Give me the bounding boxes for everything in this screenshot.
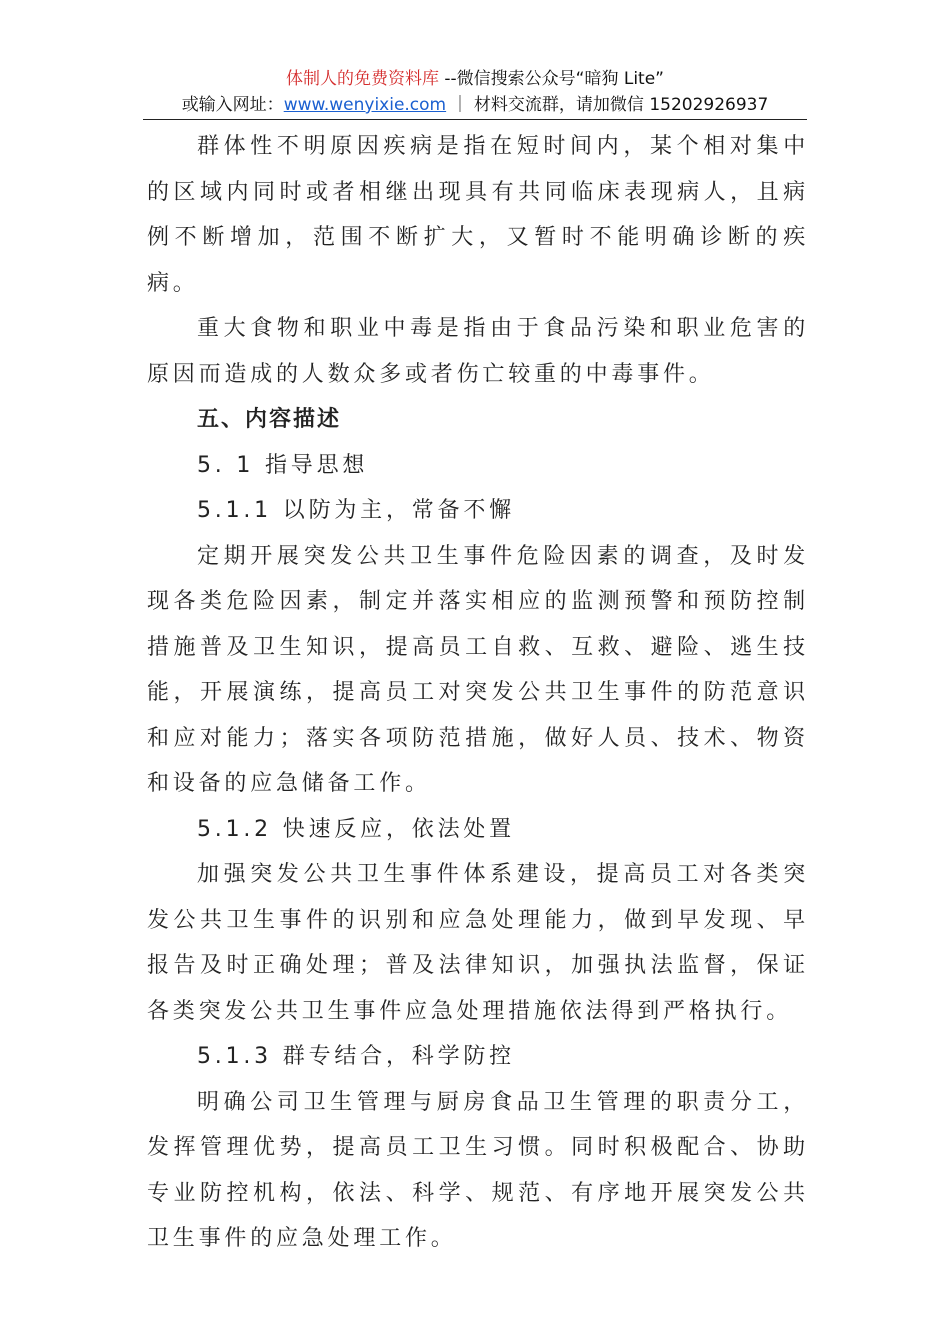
paragraph-poisoning: 重大食物和职业中毒是指由于食品污染和职业危害的原因而造成的人数众多或者伤亡较重的中毒事件。 <box>147 316 809 387</box>
subsection-heading-5-1-2: 5.1.2 快速反应，依法处置 <box>197 816 515 842</box>
website-link[interactable]: www.wenyixie.com <box>283 95 447 115</box>
subsection-heading-5-1-1: 5.1.1 以防为主，常备不懈 <box>197 498 515 523</box>
section-heading-5: 五、内容描述 <box>197 407 342 432</box>
paragraph-cooperation: 明确公司卫生管理与厨房食品卫生管理的职责分工，发挥管理优势，提高员工卫生习惯。同时积极配合、协助专业防控机构，依法、科学、规范、有序地开展突发公共卫生事件的应急处理工作。 <box>147 1089 809 1251</box>
brand-title: 体制人的免费资料库 <box>285 69 439 89</box>
paragraph-prevention: 定期开展突发公共卫生事件危险因素的调查，及时发现各类危险因素，制定并落实相应的监测预警和预防控制措施普及卫生知识，提高员工自救、互救、避险、逃生技能，开展演练，提高员工对突发公共卫生事件的防范意识和应对能力；落实各项防范措施，做好人员、技术、物资和设备的应急储备工作。 <box>147 543 809 796</box>
header-line-2 <box>0 92 950 118</box>
page-header <box>0 66 950 118</box>
document-body <box>147 124 809 1262</box>
header-divider <box>143 119 807 120</box>
subsection-heading-5-1-3: 5.1.3 群专结合，科学防控 <box>197 1044 515 1069</box>
paragraph-unknown-disease: 群体性不明原因疾病是指在短时间内，某个相对集中的区域内同时或者相继出现具有共同临床表现病人，且病例不断增加，范围不断扩大，又暂时不能明确诊断的疾病。 <box>147 134 809 296</box>
paragraph-response: 加强突发公共卫生事件体系建设，提高员工对各类突发公共卫生事件的识别和应急处理能力，做到早发现、早报告及时正确处理；普及法律知识，加强执法监督，保证各类突发公共卫生事件应急处理措施依法得到严格执行。 <box>147 862 809 1024</box>
wechat-note: --微信搜索公众号“暗狗 Lite” <box>438 69 664 89</box>
contact-note: ｜ 材料交流群，请加微信 15202926937 <box>446 95 769 115</box>
subsection-heading-5-1: 5. 1 指导思想 <box>197 452 369 478</box>
url-prefix: 或输入网址： <box>181 95 284 115</box>
header-line-1 <box>0 66 950 92</box>
